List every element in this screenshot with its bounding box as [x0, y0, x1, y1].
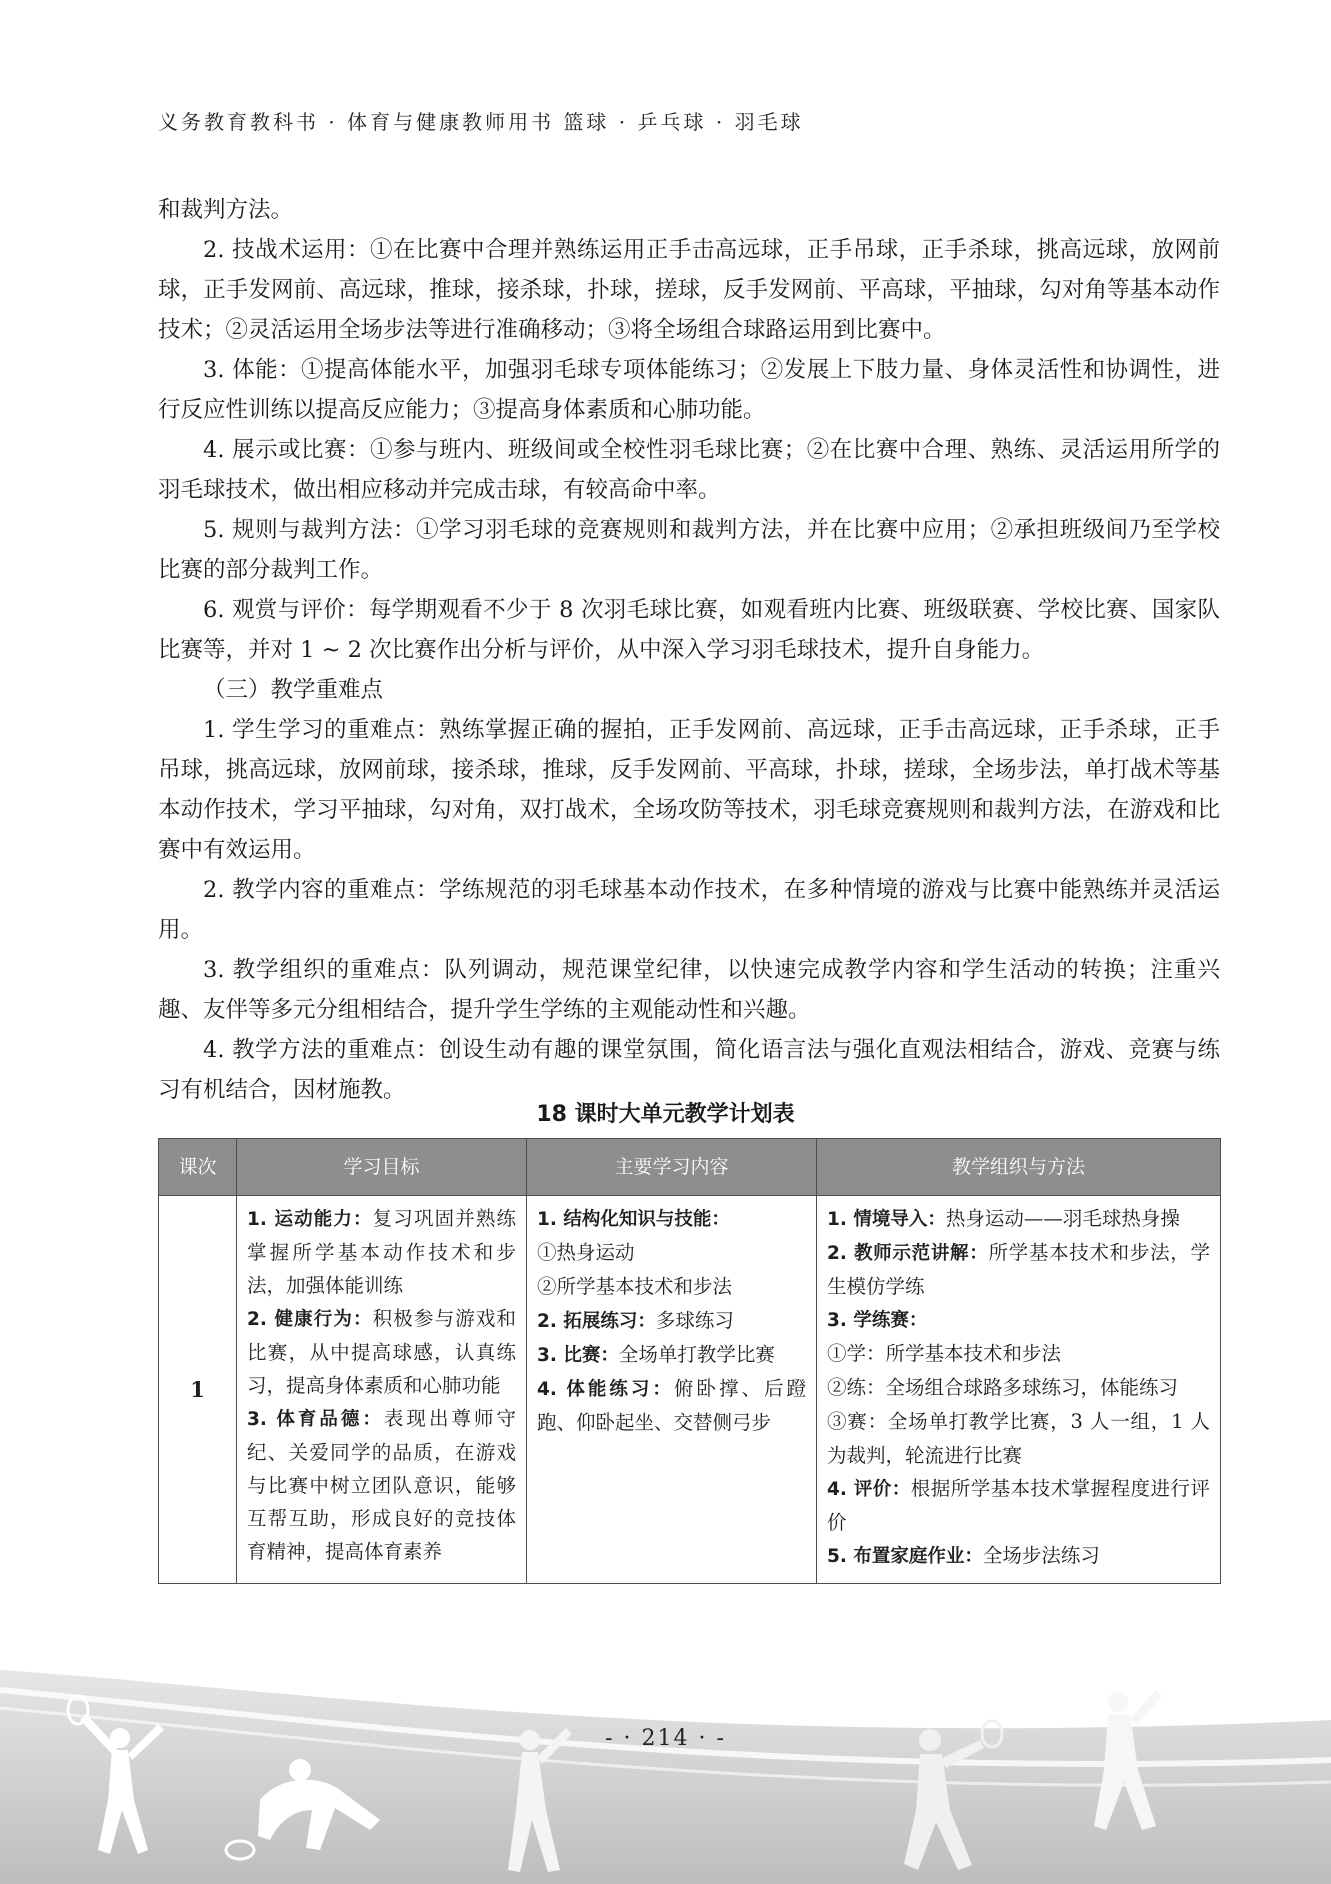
method-item: 2. 教师示范讲解：所学基本技术和步法，学生模仿学练: [827, 1241, 1210, 1298]
paragraph: 6. 观赏与评价：每学期观看不少于 8 次羽毛球比赛，如观看班内比赛、班级联赛、学校比赛、国家队比赛等，并对 1 ~ 2 次比赛作出分析与评价，从中深入学习羽毛球技术，提升自身能力。: [158, 597, 1220, 663]
header-cell-goals: 学习目标: [237, 1139, 527, 1196]
body-text: [158, 190, 1220, 1110]
goal-item: 1. 运动能力：复习巩固并熟练掌握所学基本动作技术和步法，加强体能训练: [247, 1207, 516, 1297]
goal-item: 3. 体育品德：表现出尊师守纪、关爱同学的品质，在游戏与比赛中树立团队意识，能够互帮互助，形成良好的竞技体育精神，提高体育素养: [247, 1407, 516, 1563]
lesson-number: 1: [159, 1196, 237, 1584]
content-item: 1. 结构化知识与技能：: [537, 1209, 730, 1230]
header-cell-methods: 教学组织与方法: [817, 1139, 1221, 1196]
table-row: [159, 1196, 1221, 1584]
method-item: 4. 评价：根据所学基本技术掌握程度进行评价: [827, 1477, 1210, 1534]
paragraph: 3. 体能：①提高体能水平，加强羽毛球专项体能练习；②发展上下肢力量、身体灵活性和协调性，进行反应性训练以提高反应能力；③提高身体素质和心肺功能。: [158, 357, 1220, 423]
paragraph: 4. 展示或比赛：①参与班内、班级间或全校性羽毛球比赛；②在比赛中合理、熟练、灵活运用所学的羽毛球技术，做出相应移动并完成击球，有较高命中率。: [158, 437, 1220, 503]
footer-decoration: [0, 1650, 1331, 1884]
paragraph: 2. 技战术运用：①在比赛中合理并熟练运用正手击高远球，正手吊球，正手杀球，挑高远球，放网前球，正手发网前、高远球，推球，接杀球，扑球，搓球，反手发网前、平高球，平抽球，勾对角等基本动作技术；②灵活运用全场步法等进行准确移动；③将全场组合球路运用到比赛中。: [158, 237, 1220, 343]
paragraph: 3. 教学组织的重难点：队列调动，规范课堂纪律，以快速完成教学内容和学生活动的转换；注重兴趣、友伴等多元分组相结合，提升学生学练的主观能动性和兴趣。: [158, 957, 1220, 1023]
paragraph: 2. 教学内容的重难点：学练规范的羽毛球基本动作技术，在多种情境的游戏与比赛中能熟练并灵活运用。: [158, 877, 1220, 943]
content-item: ②所学基本技术和步法: [537, 1275, 733, 1298]
method-item: 5. 布置家庭作业：全场步法练习: [827, 1544, 1100, 1567]
goal-item: 2. 健康行为：积极参与游戏和比赛，从中提高球感，认真练习，提高身体素质和心肺功能: [247, 1307, 516, 1397]
method-item: ①学：所学基本技术和步法: [827, 1342, 1062, 1365]
content-item: 3. 比赛：全场单打教学比赛: [537, 1343, 775, 1366]
section-heading: （三）教学重难点: [203, 677, 384, 703]
paragraph: 4. 教学方法的重难点：创设生动有趣的课堂氛围，简化语言法与强化直观法相结合，游戏、竞赛与练习有机结合，因材施教。: [158, 1037, 1220, 1103]
header-cell-content: 主要学习内容: [527, 1139, 817, 1196]
content-item: ①热身运动: [537, 1241, 635, 1264]
method-item: ②练：全场组合球路多球练习，体能练习: [827, 1376, 1179, 1399]
paragraph: 1. 学生学习的重难点：熟练掌握正确的握拍，正手发网前、高远球，正手击高远球，正手杀球，正手吊球，挑高远球，放网前球，接杀球，推球，反手发网前、平高球，扑球，搓球，全场步法，单打战术等基本动作技术，学习平抽球，勾对角，双打战术，全场攻防等技术，羽毛球竞赛规则和裁判方法，在游戏和比赛中有效运用。: [158, 717, 1220, 863]
table-header-row: [159, 1139, 1221, 1196]
method-item: ③赛：全场单打教学比赛，3 人一组，1 人为裁判，轮流进行比赛: [827, 1410, 1210, 1467]
content-item: 2. 拓展练习：多球练习: [537, 1309, 734, 1332]
content-item: 4. 体能练习：俯卧撑、后蹬跑、仰卧起坐、交替侧弓步: [537, 1377, 806, 1434]
table-title: 18 课时大单元教学计划表: [536, 1102, 795, 1127]
content-cell: [527, 1196, 817, 1584]
methods-cell: [817, 1196, 1221, 1584]
method-item: 1. 情境导入：热身运动——羽毛球热身操: [827, 1207, 1180, 1230]
paragraph: 和裁判方法。: [158, 197, 294, 223]
method-item: 3. 学练赛：: [827, 1310, 928, 1331]
teaching-plan-table: [158, 1138, 1221, 1584]
page-number: - · 214 · -: [605, 1726, 726, 1751]
header-cell-lesson: 课次: [159, 1139, 237, 1196]
paragraph: 5. 规则与裁判方法：①学习羽毛球的竞赛规则和裁判方法，并在比赛中应用；②承担班级间乃至学校比赛的部分裁判工作。: [158, 517, 1220, 583]
running-header: 义务教育教科书 · 体育与健康教师用书 篮球 · 乒乓球 · 羽毛球: [158, 110, 804, 134]
goals-cell: [237, 1196, 527, 1584]
